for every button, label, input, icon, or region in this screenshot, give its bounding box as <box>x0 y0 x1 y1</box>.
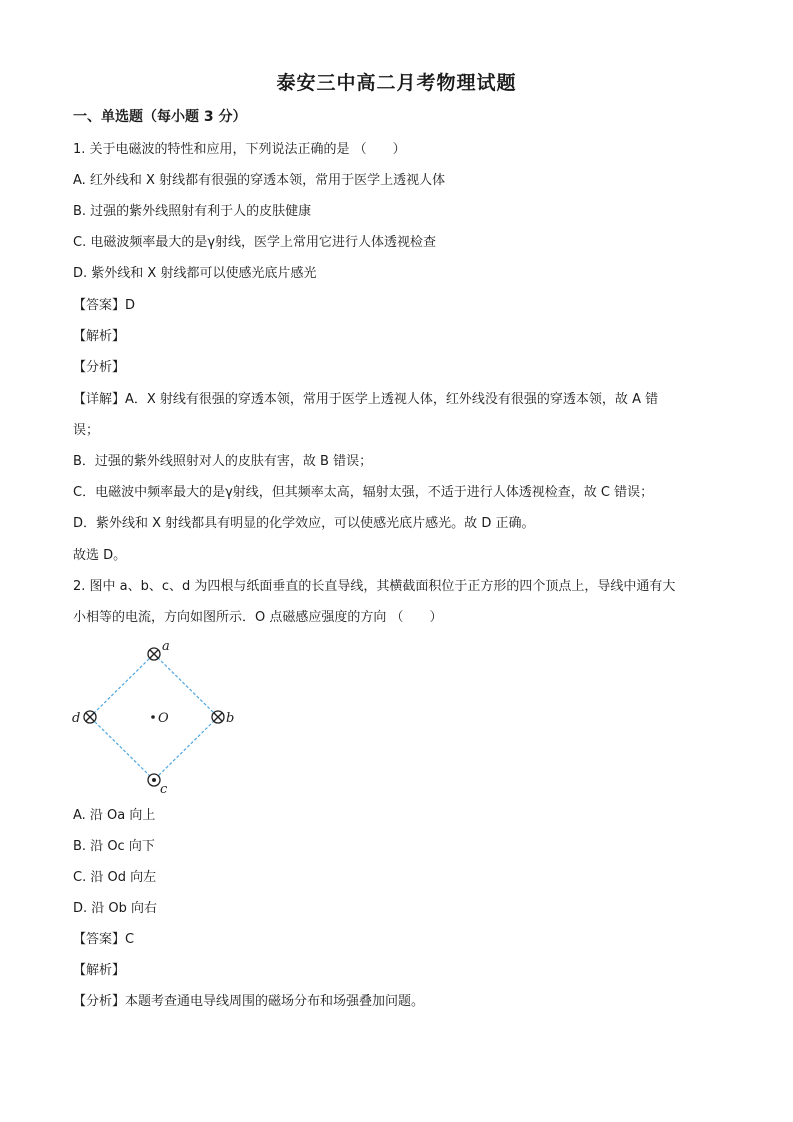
label-c: c <box>160 782 168 797</box>
q2-option-c: C. 沿 Od 向左 <box>73 870 157 885</box>
q1-detail-line: D．紫外线和 X 射线都具有明显的化学效应，可以使感光底片感光。故 D 正确。 <box>73 516 535 531</box>
section-heading: 一、单选题（每小题 3 分） <box>73 109 247 125</box>
label-o: O <box>158 711 169 726</box>
q1-option-d: D. 紫外线和 X 射线都可以使感光底片感光 <box>73 266 317 281</box>
q1-answer: 【答案】D <box>73 298 136 313</box>
q1-detail-line: B．过强的紫外线照射对人的皮肤有害，故 B 错误； <box>73 454 373 469</box>
label-a: a <box>162 640 170 654</box>
q1-option-b: B. 过强的紫外线照射有利于人的皮肤健康 <box>73 204 312 219</box>
q2-option-d: D. 沿 Ob 向右 <box>73 901 158 916</box>
q1-detail-line: C．电磁波中频率最大的是γ射线，但其频率太高，辐射太强，不适于进行人体透视检查，故 C 错误； <box>73 485 654 500</box>
q1-conclusion: 故选 D。 <box>73 548 127 563</box>
q1-fenxi-label: 【分析】 <box>73 360 126 375</box>
q1-detail-line: 【详解】A．X 射线有很强的穿透本领，常用于医学上透视人体，红外线没有很强的穿透本领，故 A 错 <box>73 392 659 407</box>
wire-a-into-page-icon <box>148 648 160 660</box>
q2-stem-line2: 小相等的电流，方向如图所示．O 点磁感应强度的方向 （ ） <box>73 610 443 625</box>
q2-option-b: B. 沿 Oc 向下 <box>73 839 155 854</box>
q1-option-a: A. 红外线和 X 射线都有很强的穿透本领，常用于医学上透视人体 <box>73 173 446 188</box>
wire-c-out-of-page-icon <box>148 774 160 786</box>
q2-stem-line1: 2. 图中 a、b、c、d 为四根与纸面垂直的长直导线，其横截面积位于正方形的四个顶点上，导线中通有大 <box>73 579 676 594</box>
q1-jiexi-label: 【解析】 <box>73 329 126 344</box>
center-point-o <box>151 715 155 719</box>
q1-detail-line: 误； <box>73 423 100 438</box>
q1-option-c: C. 电磁波频率最大的是γ射线，医学上常用它进行人体透视检查 <box>73 235 437 250</box>
wire-square-diagram <box>70 640 250 800</box>
wire-b-into-page-icon <box>212 711 224 723</box>
q2-option-a: A. 沿 Oa 向上 <box>73 808 156 823</box>
wire-d-into-page-icon <box>84 711 96 723</box>
label-d: d <box>72 711 81 726</box>
q2-jiexi-label: 【解析】 <box>73 963 126 978</box>
page-title: 泰安三中高二月考物理试题 <box>276 72 517 94</box>
q2-answer: 【答案】C <box>73 932 135 947</box>
label-b: b <box>226 711 235 726</box>
q2-fenxi: 【分析】本题考查通电导线周围的磁场分布和场强叠加问题。 <box>73 994 425 1009</box>
q1-stem: 1. 关于电磁波的特性和应用，下列说法正确的是 （ ） <box>73 142 406 157</box>
